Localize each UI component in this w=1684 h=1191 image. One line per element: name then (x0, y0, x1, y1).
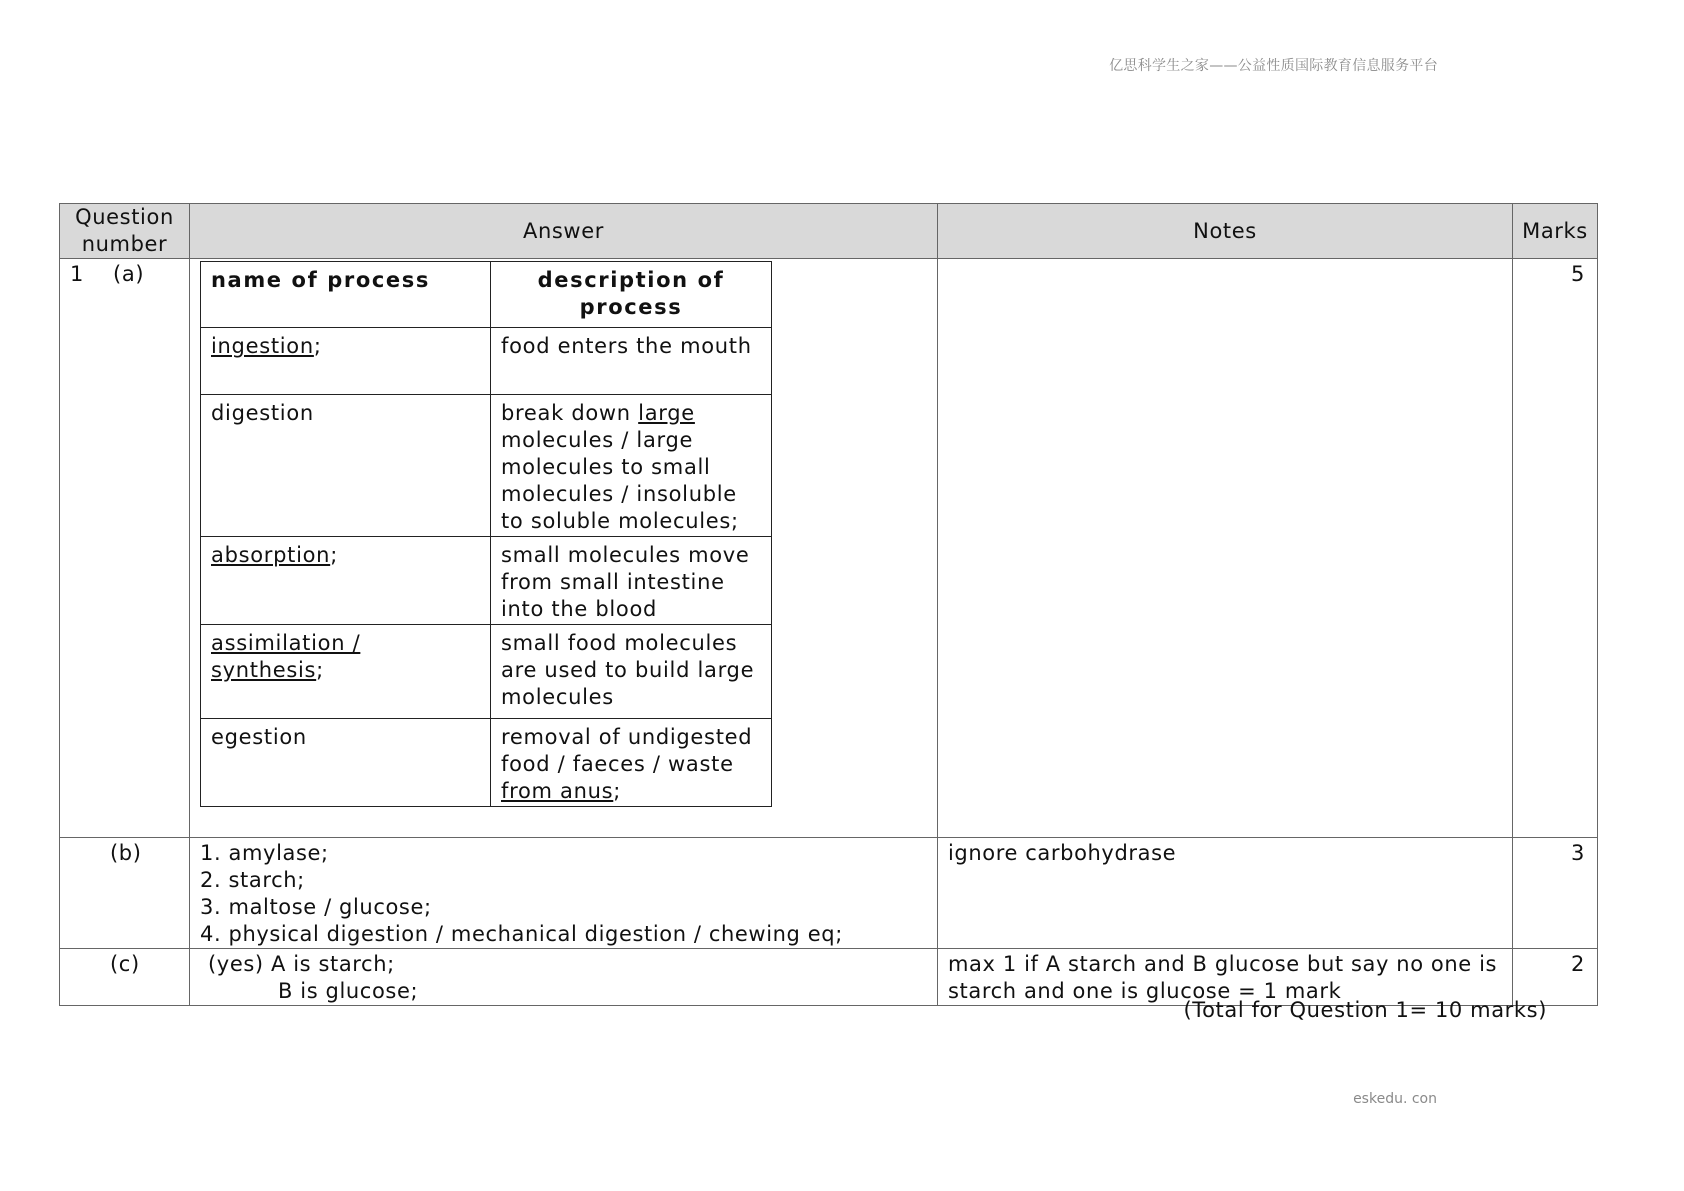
notes-1c: max 1 if A starch and B glucose but say no one is starch and one is glucose = 1 mark (938, 949, 1513, 1006)
question-label-1a: 1 (a) (60, 259, 190, 838)
answer-line: B is glucose; (278, 979, 419, 1003)
process-name: egestion (201, 719, 491, 807)
answer-line: 4. physical digestion / mechanical digestion / chewing eq; (200, 922, 843, 946)
process-row-assimilation (201, 625, 772, 719)
question-label-1b: (b) (60, 838, 190, 949)
marks-1c: 2 (1513, 949, 1598, 1006)
row-1a (60, 259, 1598, 838)
question-number-header: Question number (60, 204, 190, 259)
answer-line: (yes) A is starch; (208, 952, 395, 976)
process-description: food enters the mouth (491, 328, 772, 395)
process-row-ingestion (201, 328, 772, 395)
watermark-top: 亿思科学生之家——公益性质国际教育信息服务平台 (1109, 58, 1438, 74)
marks-1b: 3 (1513, 838, 1598, 949)
notes-1a (938, 259, 1513, 838)
answer-1c (190, 949, 938, 1006)
header-row (60, 204, 1598, 259)
process-row-egestion (201, 719, 772, 807)
name-of-process-header: name of process (201, 262, 491, 328)
process-description: removal of undigested food / faeces / waste from anus; (491, 719, 772, 807)
mark-scheme-table (59, 203, 1598, 1006)
answer-line: 2. starch; (200, 868, 305, 892)
process-description: small molecules move from small intestine into the blood (491, 537, 772, 625)
description-of-process-header: description of process (491, 262, 772, 328)
process-description: break down large molecules / large molecules to small molecules / insoluble to soluble molecules; (491, 395, 772, 537)
notes-header: Notes (938, 204, 1513, 259)
row-1c (60, 949, 1598, 1006)
process-row-absorption (201, 537, 772, 625)
answer-1b (190, 838, 938, 949)
process-row-digestion (201, 395, 772, 537)
process-name: assimilation / synthesis; (201, 625, 491, 719)
total-marks: (Total for Question 1= 10 marks) (1183, 998, 1547, 1022)
answer-line: 3. maltose / glucose; (200, 895, 432, 919)
process-name: ingestion; (201, 328, 491, 395)
answer-header: Answer (190, 204, 938, 259)
process-description: small food molecules are used to build large molecules (491, 625, 772, 719)
process-table-header (201, 262, 772, 328)
notes-1b: ignore carbohydrase (938, 838, 1513, 949)
process-table (200, 261, 772, 807)
answer-line: 1. amylase; (200, 841, 329, 865)
watermark-bottom: eskedu. con (1353, 1091, 1437, 1107)
row-1b (60, 838, 1598, 949)
answer-1a (190, 259, 938, 838)
process-name: digestion (201, 395, 491, 537)
marks-header: Marks (1513, 204, 1598, 259)
question-label-1c: (c) (60, 949, 190, 1006)
process-name: absorption; (201, 537, 491, 625)
marks-1a: 5 (1513, 259, 1598, 838)
